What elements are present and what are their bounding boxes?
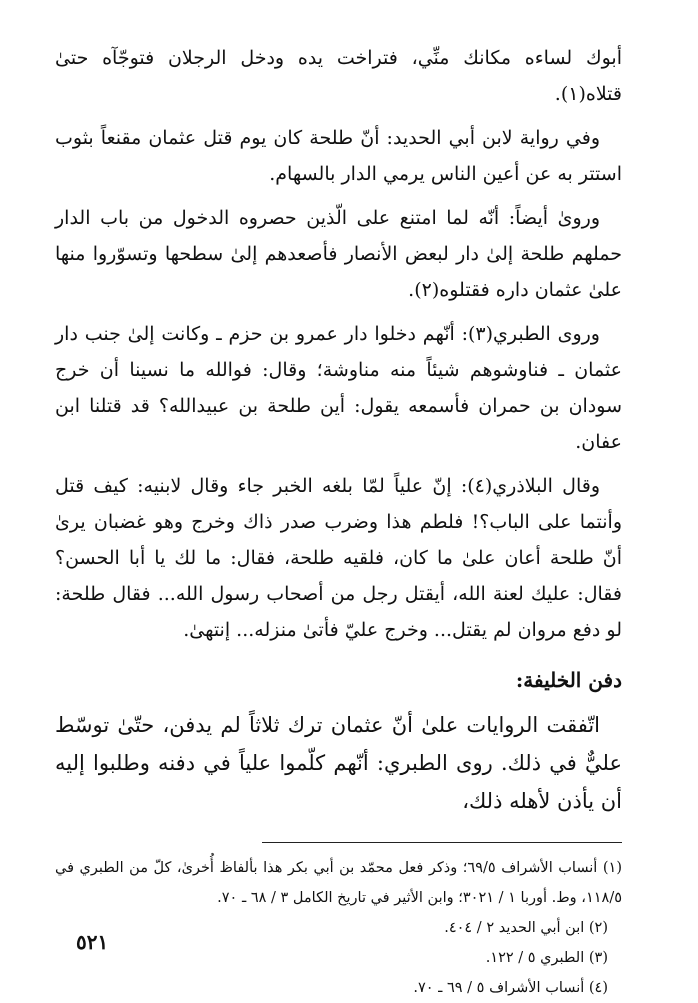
paragraph-5: وقال البلاذري(٤): إنّ علياً لمّا بلغه الخبر جاء وقال لابنيه: كيف قتل وأنتما على الباب؟! فلطم هذا وضرب صدر ذاك وخرج وهو غضبان يرىٰ أنّ طلحة أعان علىٰ ما كان، فلقيه طلحة، فقال: ما لك يا أبا الحسن؟ فقال: عليك لعنة الله، أيقتل رجل من أصحاب رسول الله... فقال طلحة: لو دفع مروان لم يقتل... وخرج عليّ فأتىٰ منزله... إنتهىٰ.: [55, 475, 622, 641]
footnote-3: (٣) الطبري ٥ / ١٢٢.: [485, 950, 608, 966]
body-text: [55, 40, 622, 820]
paragraph-2: وفي رواية لابن أبي الحديد: أنّ طلحة كان يوم قتل عثمان مقنعاً بثوب استتر به عن أعين الناس يرمي الدار بالسهام.: [55, 127, 622, 185]
paragraph-4: وروى الطبري(٣): أنّهم دخلوا دار عمرو بن حزم ـ وكانت إلىٰ جنب دار عثمان ـ فناوشوهم شيئاً منه مناوشة؛ وقال: فوالله ما نسينا أن خرج سودان بن حمران فأسمعه يقول: أين طلحة بن عبيدالله؟ قد قتلنا ابن عفان.: [55, 323, 622, 453]
page-number: ٥٢١: [76, 930, 109, 954]
footnote-1: (١) أنساب الأشراف ٦٩/٥؛ وذكر فعل محمّد بن أبي بكر هذا بألفاظ أُخرىٰ، كلّ من الطبري في ١١٨/٥، وط. أوربا ١ / ٣٠٢١؛ وابن الأثير في تاريخ الكامل ٣ / ٦٨ ـ ٧٠.: [55, 860, 622, 906]
paragraph-1: أبوك لساءه مكانك منِّي، فتراخت يده ودخل الرجلان فتوجّآه حتىٰ قتلاه(١).: [55, 47, 622, 105]
footnote-divider: [262, 842, 622, 843]
section-heading: دفن الخليفة:: [515, 668, 622, 692]
footnote-2: (٢) ابن أبي الحديد ٢ / ٤٠٤.: [444, 920, 608, 936]
footnotes: [55, 853, 622, 1003]
footnote-4: (٤) أنساب الأشراف ٥ / ٦٩ ـ ٧٠.: [413, 980, 608, 996]
paragraph-3: ورویٰ أيضاً: أنّه لما امتنع على الّذين حصروه الدخول من باب الدار حملهم طلحة إلىٰ دار لبعض الأنصار فأصعدهم إلىٰ سطحها وتسوّروا منها علىٰ عثمان داره فقتلوه(٢).: [55, 207, 622, 301]
section-paragraph: اتّفقت الروايات علىٰ أنّ عثمان ترك ثلاثاً لم يدفن، حتّىٰ توسّط عليٌّ في ذلك. روى الطبري: أنّهم كلّموا علياً في دفنه وطلبوا إليه أن يأذن لأهله ذلك،: [55, 713, 622, 813]
book-page: [55, 40, 622, 1003]
